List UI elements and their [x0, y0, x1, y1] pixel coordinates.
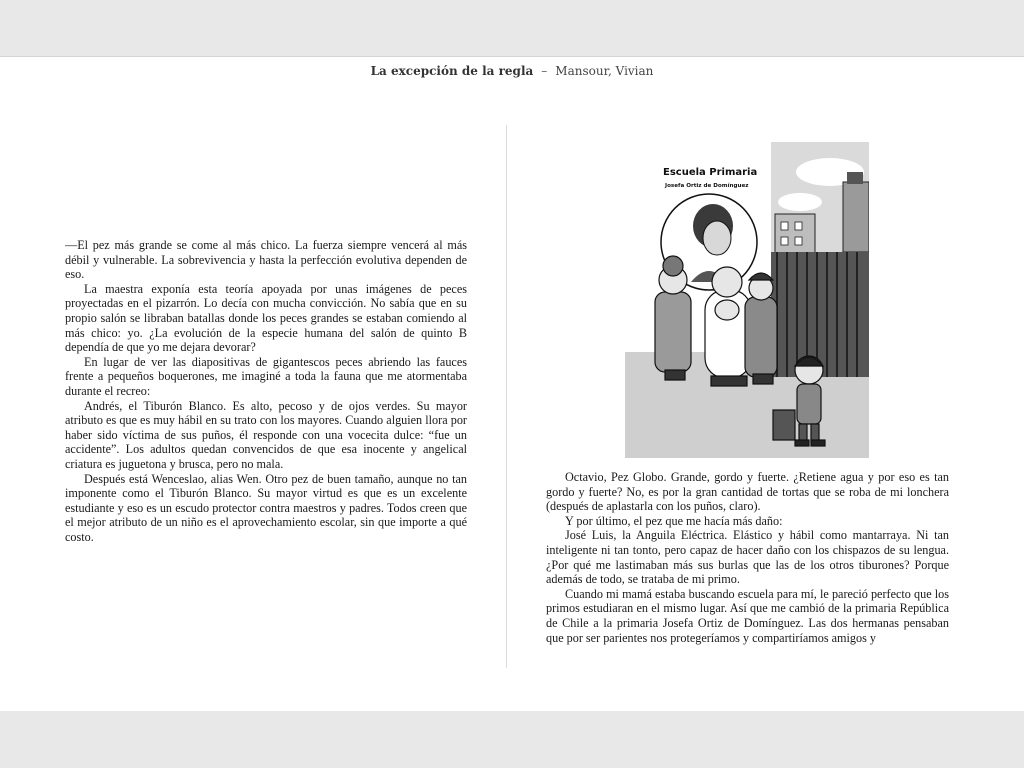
school-illustration	[625, 142, 869, 458]
paragraph: José Luis, la Anguila Eléctrica. Elástico y hábil como mantarraya. Ni tan inteligente ni tan tonto, pero capaz de hacer daño con los chispazos de su lengua. ¿Por qué me lastimaban más sus burlas que las de los otros tiburones? Porque además de todo, se trataba de mi primo.	[546, 528, 949, 587]
paragraph: Después está Wenceslao, alias Wen. Otro pez de buen tamaño, aunque no tan imponente como el Tiburón Blanco. Su mayor virtud es que es un excelente estudiante y eso es un escudo protector contra maestros y padres. Todos creen que el mejor atributo de un niño es el aprovechamiento escolar, sin que importe a qué costo.	[65, 471, 467, 544]
book-title: La excepción de la regla	[370, 64, 534, 78]
building	[843, 182, 869, 252]
cloud	[778, 193, 822, 211]
header-separator: –	[541, 64, 548, 78]
sign-subtitle: Josefa Ortiz de Domínguez	[665, 183, 749, 189]
building	[775, 214, 815, 254]
paragraph: Y por último, el pez que me hacía más daño:	[565, 513, 783, 528]
top-toolbar	[0, 0, 1024, 57]
paragraph: Octavio, Pez Globo. Grande, gordo y fuerte. ¿Retiene agua y por eso es tan gordo y fuerte? No, es por la gran cantidad de tortas que se roba de mi lonchera (después de aplastarla con los puños, claro).	[546, 470, 949, 514]
sign-title: Escuela Primaria	[663, 167, 758, 178]
page-divider	[506, 125, 507, 668]
paragraph: La maestra exponía esta teoría apoyada por unas imágenes de peces proyectadas en el pizarrón. Lo decía con mucha convicción. No sabía que en su propio salón se libraban batallas donde los peces grandes se estaban comiendo al más chico: yo. ¿La evolución de la especie humana del salón de quinto B dependía de que yo me dejara devorar?	[65, 281, 467, 355]
paragraph: Andrés, el Tiburón Blanco. Es alto, pecoso y de ojos verdes. Su mayor atributo es que es muy hábil en su trato con los mayores. Cuando alguien llora por haber sido víctima de sus puños, él responde con una vocecita dulce: “fue un accidente”. Los adultos quedan convencidos de que esa inocente y angelical criatura es juguetona y brusca, pero no mala.	[65, 398, 467, 471]
school-fence	[771, 252, 869, 377]
left-page-text	[65, 238, 467, 544]
book-header	[0, 64, 1024, 78]
bully-kids	[655, 256, 777, 386]
paragraph: —El pez más grande se come al más chico. La fuerza siempre vencerá al más débil y vulnerable. La sobrevivencia y hasta la perfección evolutiva dependen de eso.	[65, 238, 467, 282]
water-tank	[847, 172, 863, 184]
paragraph: Cuando mi mamá estaba buscando escuela para mí, le pareció perfecto que los primos estudiaran en el mismo lugar. Así que me cambió de la primaria República de Chile a la primaria Josefa Ortiz de Domínguez. Las dos hermanas pensaban que por ser parientes nos protegeríamos y compartiríamos amigos y	[546, 586, 949, 645]
bottom-toolbar	[0, 711, 1024, 768]
right-page-text	[546, 470, 949, 645]
paragraph: En lugar de ver las diapositivas de gigantescos peces abriendo las fauces frente a pequeños boquerones, me imaginé a toda la fauna que me atormentaba durante el recreo:	[65, 354, 467, 398]
book-author: Mansour, Vivian	[555, 64, 654, 78]
